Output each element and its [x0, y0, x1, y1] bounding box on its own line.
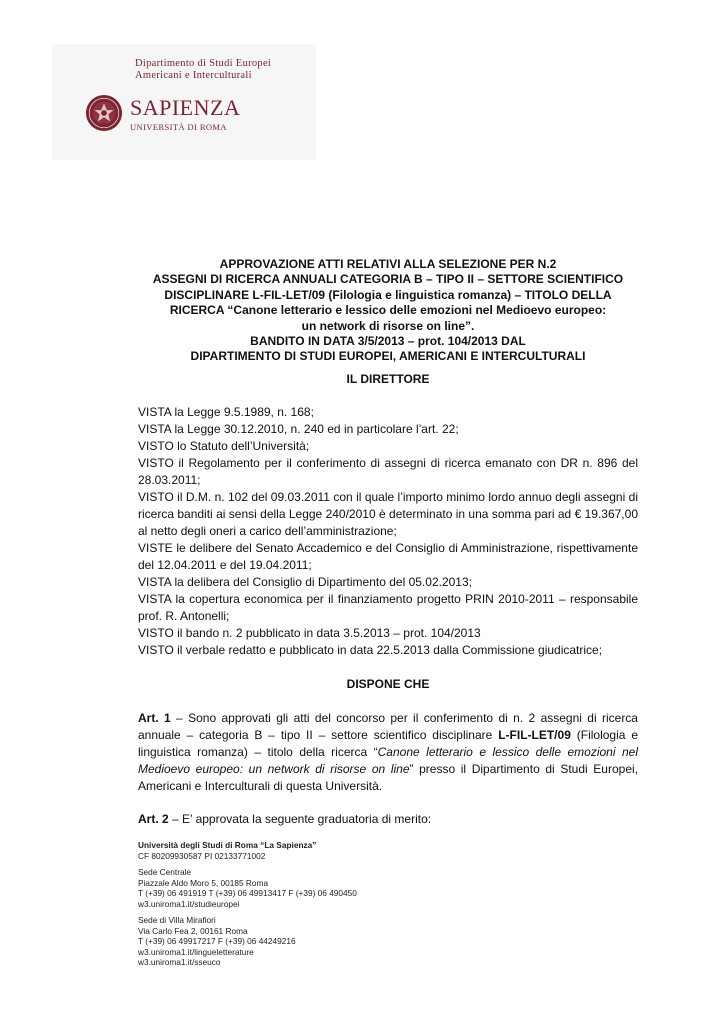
- heading-director: IL DIRETTORE: [346, 372, 430, 386]
- vista-item: VISTA la Legge 9.5.1989, n. 168;: [138, 405, 314, 419]
- article-1-text-c: ” presso il Dipartimento di Studi Europei, Americani e Interculturali di questa Università.: [138, 762, 638, 793]
- vista-item: VISTO il D.M. n. 102 del 09.03.2011 con il quale l’importo minimo lordo annuo degli assegni di ricerca banditi ai sensi della Legge 240/2010 è determinato in una somma pari ad € 19.367,00 al netto degli oneri a carico dell’amministrazione;: [138, 490, 638, 538]
- footer-line: T (+39) 06 491919 T (+39) 06 49913417 F (+39) 06 490450: [138, 888, 357, 898]
- footer-link[interactable]: w3.uniroma1.it/lingueletterature: [138, 946, 254, 957]
- footer-line: T (+39) 06 49917217 F (+39) 06 44249216: [138, 936, 296, 946]
- vista-item: VISTO lo Statuto dell’Università;: [138, 439, 310, 453]
- article-2-text: – E’ approvata la seguente graduatoria di merito:: [168, 812, 432, 826]
- title-line: un network di risorse on line”.: [301, 318, 475, 333]
- vista-item: VISTA la copertura economica per il finanziamento progetto PRIN 2010-2011 – responsabile prof. R. Antonelli;: [138, 592, 638, 623]
- article-1-text-b: (Filologia e linguistica romanza) – titolo della ricerca “: [138, 728, 638, 759]
- article-1-text-a: – Sono approvati gli atti del concorso per il conferimento di n. 2 assegni di ricerca annuale – categoria B – tipo II – settore scientifico disciplinare: [138, 711, 638, 742]
- department-line-1: Dipartimento di Studi Europei: [135, 58, 272, 69]
- brand: [130, 97, 240, 133]
- vista-item: VISTA la delibera del Consiglio di Dipartimento del 05.02.2013;: [138, 575, 472, 589]
- article-2: [138, 811, 638, 828]
- document-title: [100, 257, 676, 365]
- vista-list: [138, 404, 638, 659]
- vista-item: VISTO il Regolamento per il conferimento di assegni di ricerca emanato con DR n. 896 del 28.03.2011;: [138, 456, 638, 487]
- vista-item: VISTE le delibere del Senato Accademico e del Consiglio di Amministrazione, rispettivamente del 12.04.2011 e del 19.04.2011;: [138, 541, 638, 572]
- sector-code: L-FIL-LET/09: [498, 728, 571, 742]
- footer-line: Sede Centrale: [138, 867, 192, 877]
- brand-subtitle: UNIVERSITÀ DI ROMA: [130, 122, 227, 132]
- title-line: BANDITO IN DATA 3/5/2013 – prot. 104/2013 DAL: [250, 334, 526, 349]
- article-2-label: Art. 2: [138, 812, 169, 826]
- title-line: DISCIPLINARE L-FIL-LET/09 (Filologia e linguistica romanza) – TITOLO DELLA: [164, 287, 612, 302]
- footer-sede-mirafiori: [138, 915, 498, 968]
- title-line: DIPARTIMENTO DI STUDI EUROPEI, AMERICANI E INTERCULTURALI: [190, 349, 586, 364]
- footer-university-block: [138, 840, 498, 861]
- vista-item: VISTO il verbale redatto e pubblicato in data 22.5.2013 dalla Commissione giudicatrice;: [138, 643, 603, 657]
- brand-name: SAPIENZA: [130, 95, 241, 120]
- footer-line: Piazzale Aldo Moro 5, 00185 Roma: [138, 877, 269, 888]
- footer: [138, 840, 498, 970]
- department-line-2: Americani e Interculturali: [135, 70, 252, 81]
- title-line: RICERCA “Canone letterario e lessico delle emozioni nel Medioevo europeo:: [169, 303, 607, 318]
- footer-university: Università degli Studi di Roma “La Sapienza”: [138, 840, 317, 850]
- article-1-label: Art. 1: [138, 711, 171, 725]
- article-1: [138, 710, 638, 795]
- footer-link[interactable]: w3.uniroma1.it/sseuco: [138, 957, 221, 967]
- footer-fiscal: CF 80209930587 PI 02133771002: [138, 850, 266, 861]
- department-name: [135, 58, 271, 82]
- letterhead: [52, 44, 316, 160]
- footer-sede-centrale: [138, 867, 498, 909]
- title-line: APPROVAZIONE ATTI RELATIVI ALLA SELEZIONE PER N.2: [219, 257, 557, 271]
- research-title: Canone letterario e lessico delle emozioni nel Medioevo europeo: un network di risorse on line: [138, 745, 638, 776]
- footer-line: Sede di Villa Mirafiori: [138, 915, 216, 925]
- vista-item: VISTO il bando n. 2 pubblicato in data 3.5.2013 – prot. 104/2013: [138, 626, 481, 640]
- heading-dispone: DISPONE CHE: [346, 677, 430, 691]
- title-line: ASSEGNI DI RICERCA ANNUALI CATEGORIA B – TIPO II – SETTORE SCIENTIFICO: [152, 272, 624, 287]
- footer-link[interactable]: w3.uniroma1.it/studieuropei: [138, 898, 240, 909]
- footer-line: Via Carlo Fea 2, 00161 Roma: [138, 925, 248, 936]
- sapienza-seal-icon: [85, 94, 123, 132]
- vista-item: VISTA la Legge 30.12.2010, n. 240 ed in particolare l’art. 22;: [138, 422, 459, 436]
